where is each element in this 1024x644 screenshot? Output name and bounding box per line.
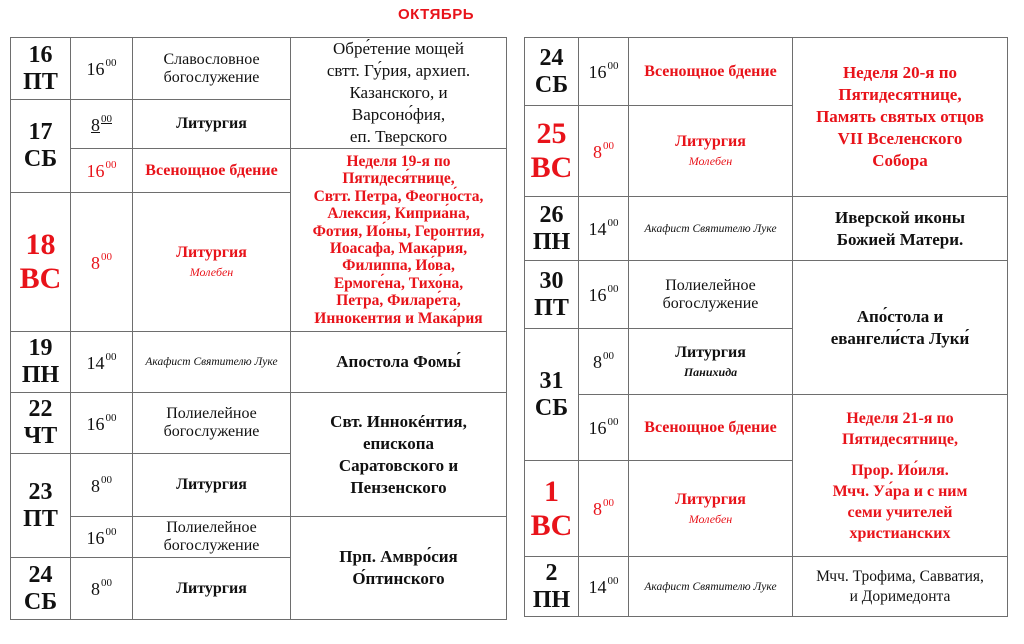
time-cell: $8^{00}$ (579, 329, 629, 395)
service-cell: Акафист Святителю Луке (629, 557, 793, 617)
service-cell: Литургия Молебен (133, 193, 291, 332)
schedule-table-right (524, 37, 1008, 617)
table-row (525, 261, 1008, 329)
service-cell: Всенощное бдение (629, 395, 793, 461)
service-cell: Литургия Молебен (629, 106, 793, 197)
time-cell: $8^{00}$ (579, 106, 629, 197)
feast-cell: Мчч. Трофима, Савватия, и Доримедонта (793, 557, 1008, 617)
date-cell: 30 ПТ (525, 261, 579, 329)
date-cell: 24 СБ (525, 38, 579, 106)
date-cell: 16 ПТ (11, 38, 71, 100)
service-cell: Литургия (133, 100, 291, 149)
feast-cell: Апо́стола и евангели́ста Луки́ (793, 261, 1008, 395)
feast-cell: Прп. Амвро́сия О́птинского (291, 517, 507, 620)
date-cell: 18 ВС (11, 193, 71, 332)
month-title: ОКТЯБРЬ (397, 6, 474, 23)
service-cell: Литургия Панихида (629, 329, 793, 395)
date-cell: 31 СБ (525, 329, 579, 461)
service-cell: Славословное богослужение (133, 38, 291, 100)
service-cell: Литургия Молебен (629, 461, 793, 557)
table-row (11, 38, 507, 100)
service-cell: Полиелейное богослужение (629, 261, 793, 329)
feast-cell: Неделя 21-я по Пятидесятнице, Прор. Ио́иля. Мчч. Уа́ра и с ним семи учителей христианских (793, 395, 1008, 557)
service-cell: Литургия (133, 558, 291, 620)
table-row (11, 517, 507, 558)
date-cell: 25 ВС (525, 106, 579, 197)
time-cell: $14^{00}$ (579, 557, 629, 617)
time-cell: $14^{00}$ (71, 332, 133, 393)
table-row (525, 395, 1008, 461)
service-cell: Полиелейное богослужение (133, 393, 291, 454)
time-cell: $16^{00}$ (579, 395, 629, 461)
time-cell: $16^{00}$ (579, 261, 629, 329)
date-cell: 23 ПТ (11, 454, 71, 558)
date-cell: 1 ВС (525, 461, 579, 557)
service-cell: Акафист Святителю Луке (629, 197, 793, 261)
feast-cell: Обре́тение мощей свтт. Гу́рия, архиеп. Казанского, и Варсоно́фия, еп. Тверского (291, 38, 507, 149)
date-cell: 19 ПН (11, 332, 71, 393)
date-cell: 17 СБ (11, 100, 71, 193)
service-cell: Акафист Святителю Луке (133, 332, 291, 393)
feast-cell: Неделя 20-я по Пятидесятнице, Память святых отцов VII Вселенского Собора (793, 38, 1008, 197)
date-cell: 22 ЧТ (11, 393, 71, 454)
time-cell: $8^{00}$ (71, 454, 133, 517)
table-row (525, 197, 1008, 261)
time-cell: $8^{00}$ (71, 193, 133, 332)
time-cell: $16^{00}$ (71, 149, 133, 193)
feast-cell: Неделя 19-я по Пятидеся́тнице, Свтт. Петра, Феогно́ста, Алексия, Киприа́на, Фотия, Ио́ны, Геронтия, Иоасафа, Мака́рия, Филиппа, Ио́ва, Ермоге́на, Тихо́на, Петра, Филаре́та, Иннокентия и Мака́рия (291, 149, 507, 332)
date-cell: 2 ПН (525, 557, 579, 617)
feast-cell: Апостола Фомы́ (291, 332, 507, 393)
service-cell: Полиелейное богослужение (133, 517, 291, 558)
schedule-table-left (10, 37, 507, 620)
date-cell: 26 ПН (525, 197, 579, 261)
table-row (525, 557, 1008, 617)
table-row (11, 149, 507, 193)
table-row (11, 393, 507, 454)
service-cell: Литургия (133, 454, 291, 517)
time-cell: $16^{00}$ (71, 517, 133, 558)
time-cell: $8^{00}$ (71, 100, 133, 149)
service-cell: Всенощное бдение (133, 149, 291, 193)
time-cell: $8^{00}$ (71, 558, 133, 620)
table-row (11, 332, 507, 393)
feast-cell: Свт. Иннокéнтия, епископа Саратовского и Пензенского (291, 393, 507, 517)
table-row (525, 38, 1008, 106)
service-cell: Всенощное бдение (629, 38, 793, 106)
date-cell: 24 СБ (11, 558, 71, 620)
time-cell: $8^{00}$ (579, 461, 629, 557)
time-cell: $16^{00}$ (71, 393, 133, 454)
time-cell: $14^{00}$ (579, 197, 629, 261)
feast-cell: Иверской иконы Божией Матери. (793, 197, 1008, 261)
time-cell: $16^{00}$ (579, 38, 629, 106)
time-cell: $16^{00}$ (71, 38, 133, 100)
